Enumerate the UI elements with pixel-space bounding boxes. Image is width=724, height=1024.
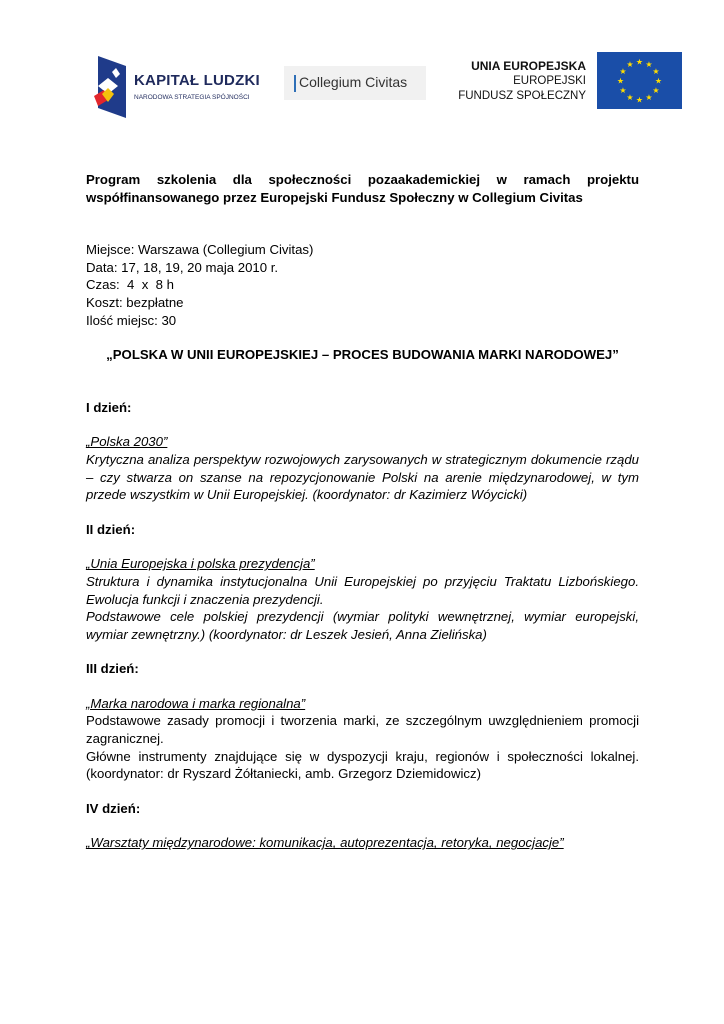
- document-body: [86, 171, 639, 852]
- eu-line-3: FUNDUSZ SPOŁECZNY: [458, 90, 586, 102]
- eu-star-icon: ★: [654, 76, 663, 86]
- day-2-description-1: Struktura i dynamika instytucjonalna Unii Europejskiej po przyjęciu Traktatu Lizbońskiego. Ewolucja funkcji i znaczenia prezydencji.: [86, 573, 639, 607]
- info-cost: Koszt: bezpłatne: [86, 294, 184, 310]
- eu-star-icon: ★: [619, 86, 627, 95]
- eu-star-icon: ★: [626, 60, 634, 69]
- info-seats: Ilość miejsc: 30: [86, 312, 177, 328]
- eu-star-icon: ★: [645, 93, 653, 102]
- eu-star-icon: ★: [635, 95, 644, 105]
- kapital-ludzki-subtitle: NARODOWA STRATEGIA SPÓJNOŚCI: [134, 94, 250, 101]
- day-1-topic: „Polska 2030”: [86, 434, 168, 450]
- eu-star-icon: ★: [616, 76, 625, 86]
- day-1-description: Krytyczna analiza perspektyw rozwojowych zarysowanych w strategicznym dokumencie rządu – czy stwarza on szanse na repozycjonowanie Polski na arenie międzynarodowej, w tym przede wszystkim w Unii Europejskiej. (koordynator: dr Kazimierz Wóycicki): [86, 451, 639, 503]
- day-2-heading: II dzień:: [86, 521, 136, 537]
- eu-star-icon: ★: [645, 60, 653, 69]
- day-2-description-2: Podstawowe cele polskiej prezydencji (wymiar polityki wewnętrznej, wymiar europejski, wymiar zewnętrzny.) (koordynator: dr Leszek Jesień, Anna Zielińska): [86, 609, 639, 642]
- info-time: Czas: 4 x 8 h: [86, 277, 174, 293]
- eu-star-icon: ★: [635, 57, 644, 67]
- day-3-topic: „Marka narodowa i marka regionalna”: [86, 695, 306, 711]
- eu-line-2: EUROPEJSKI: [513, 75, 586, 87]
- day-1-heading: I dzień:: [86, 399, 132, 415]
- eu-star-icon: ★: [626, 93, 634, 102]
- eu-fund-text: [458, 59, 586, 104]
- collegium-civitas-name: Collegium Civitas: [299, 74, 408, 90]
- document-header: [0, 0, 724, 130]
- day-2-topic: „Unia Europejska i polska prezydencja”: [86, 556, 315, 572]
- day-4-topic: „Warsztaty międzynarodowe: komunikacja, autoprezentacja, retoryka, negocjacje”: [86, 835, 564, 851]
- day-4-heading: IV dzień:: [86, 800, 141, 816]
- eu-flag-icon: [597, 52, 682, 109]
- kapital-ludzki-logo: [94, 56, 264, 118]
- kapital-ludzki-emblem: [94, 56, 130, 118]
- kapital-ludzki-title: KAPITAŁ LUDZKI: [134, 72, 260, 89]
- eu-star-icon: ★: [652, 67, 660, 76]
- day-3-heading: III dzień:: [86, 661, 139, 677]
- info-date: Data: 17, 18, 19, 20 maja 2010 r.: [86, 259, 279, 275]
- main-title: „POLSKA W UNII EUROPEJSKIEJ – PROCES BUDOWANIA MARKI NARODOWEJ”: [106, 347, 619, 363]
- day-3-description-2: Główne instrumenty znajdujące się w dyspozycji kraju, regionów i społeczności lokalnej. (koordynator: dr Ryszard Żółtaniecki, amb. Grzegorz Dziemidowicz): [86, 748, 639, 782]
- intro-heading: Program szkolenia dla społeczności pozaakademickiej w ramach projektu współfinansowanego przez Europejski Fundusz Społeczny w Collegium Civitas: [86, 172, 639, 205]
- info-place: Miejsce: Warszawa (Collegium Civitas): [86, 242, 314, 258]
- collegium-civitas-logo: [284, 66, 426, 100]
- eu-star-icon: ★: [652, 86, 660, 95]
- collegium-bar-icon: [294, 75, 296, 92]
- day-3-description-1: Podstawowe zasady promocji i tworzenia marki, ze szczególnym uwzględnieniem promocji zagranicznej.: [86, 713, 639, 747]
- eu-star-icon: ★: [619, 67, 627, 76]
- eu-line-1: UNIA EUROPEJSKA: [471, 59, 586, 73]
